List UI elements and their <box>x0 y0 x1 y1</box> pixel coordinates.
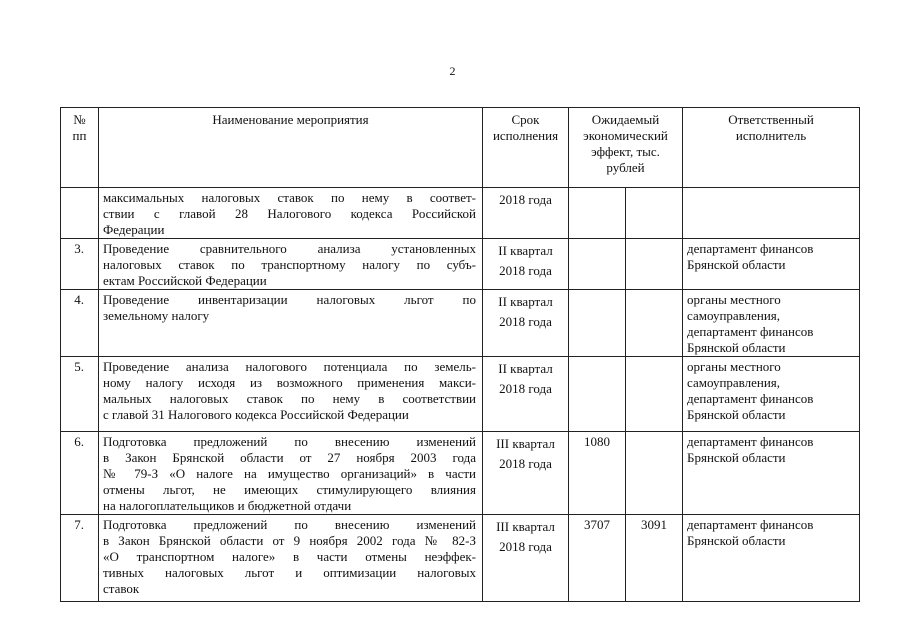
measure-name-line: налоговых ставок по транспортному налогу по субъ- <box>103 257 476 272</box>
measure-name <box>99 290 483 357</box>
measure-name-line: на налогоплательщиков и бюджетной отдачи <box>103 498 352 513</box>
responsible-executor-line: самоуправления, <box>687 375 781 390</box>
responsible-executor <box>683 432 860 515</box>
responsible-executor-line: органы местного <box>687 359 781 374</box>
table-row <box>61 432 860 515</box>
effect-value-1: 1080 <box>569 432 626 515</box>
header-term-line: исполнения <box>492 128 559 143</box>
header-number-line: пп <box>72 128 87 143</box>
table-row <box>61 357 860 432</box>
header-number-line: № <box>73 112 86 127</box>
table-row <box>61 239 860 290</box>
effect-value-1 <box>569 357 626 432</box>
row-number: 7. <box>61 515 99 602</box>
execution-term <box>483 515 569 602</box>
measure-name <box>99 188 483 239</box>
effect-value-2 <box>626 432 683 515</box>
responsible-executor <box>683 357 860 432</box>
execution-term-line: 2018 года <box>499 263 552 278</box>
responsible-executor-line: Брянской области <box>687 407 786 422</box>
measure-name <box>99 357 483 432</box>
execution-term <box>483 239 569 290</box>
header-number <box>61 108 99 188</box>
header-effect <box>569 108 683 188</box>
responsible-executor-line: самоуправления, <box>687 308 781 323</box>
measure-name <box>99 432 483 515</box>
execution-term-line: 2018 года <box>499 456 552 471</box>
header-responsible-line: исполнитель <box>735 128 807 143</box>
table-row <box>61 290 860 357</box>
responsible-executor <box>683 290 860 357</box>
responsible-executor-line: департамент финансов <box>687 434 814 449</box>
header-effect-line: эффект, тыс. <box>591 144 660 159</box>
page-number: 2 <box>449 64 456 78</box>
responsible-executor-line: департамент финансов <box>687 517 814 532</box>
measure-name-line: ектам Российской Федерации <box>103 273 267 288</box>
measure-name-line: ствии с главой 28 Налогового кодекса Российской <box>103 206 476 221</box>
effect-value-1 <box>569 188 626 239</box>
row-number: 3. <box>61 239 99 290</box>
execution-term-line: III квартал <box>496 519 555 534</box>
measure-name-line: ставок <box>103 581 140 596</box>
measure-name-line: максимальных налоговых ставок по нему в соответ- <box>103 190 476 205</box>
effect-value-2: 3091 <box>626 515 683 602</box>
responsible-executor-line: департамент финансов <box>687 324 814 339</box>
responsible-executor-line: Брянской области <box>687 340 786 355</box>
measure-name-line: Подготовка предложений по внесению изменений <box>103 434 476 449</box>
responsible-executor-line: департамент финансов <box>687 391 814 406</box>
measure-name-line: ному налогу исходя из возможного применения макси- <box>103 375 476 390</box>
row-number: 4. <box>61 290 99 357</box>
header-name: Наименование мероприятия <box>99 108 483 188</box>
table-row <box>61 515 860 602</box>
responsible-executor-line: Брянской области <box>687 257 786 272</box>
measure-name-line: отмены льгот, не имеющих стимулирующего влияния <box>103 482 476 497</box>
table-header-row <box>61 108 860 188</box>
execution-term-line: III квартал <box>496 436 555 451</box>
execution-term-line: 2018 года <box>499 192 552 207</box>
measure-name-line: Проведение инвентаризации налоговых льгот по <box>103 292 476 307</box>
effect-value-2 <box>626 357 683 432</box>
effect-value-2 <box>626 188 683 239</box>
measure-name-line: Подготовка предложений по внесению изменений <box>103 517 476 532</box>
row-number: 5. <box>61 357 99 432</box>
table-body <box>61 188 860 602</box>
header-effect-line: экономический <box>583 128 668 143</box>
responsible-executor <box>683 239 860 290</box>
header-effect-line: рублей <box>606 160 645 175</box>
measure-name-line: Федерации <box>103 222 165 237</box>
header-term-line: Срок <box>511 112 540 127</box>
measure-name-line: в Закон Брянской области от 27 ноября 2003 года <box>103 450 476 465</box>
execution-term <box>483 432 569 515</box>
execution-term-line: II квартал <box>498 361 553 376</box>
effect-value-2 <box>626 239 683 290</box>
header-responsible <box>683 108 860 188</box>
measure-name <box>99 515 483 602</box>
effect-value-1 <box>569 239 626 290</box>
header-responsible-line: Ответственный <box>728 112 814 127</box>
responsible-executor-line: департамент финансов <box>687 241 814 256</box>
execution-term-line: 2018 года <box>499 539 552 554</box>
execution-term-line: II квартал <box>498 294 553 309</box>
execution-term <box>483 290 569 357</box>
effect-value-1: 3707 <box>569 515 626 602</box>
execution-term <box>483 357 569 432</box>
measure-name-line: земельному налогу <box>103 308 210 323</box>
execution-term-line: 2018 года <box>499 381 552 396</box>
row-number: 6. <box>61 432 99 515</box>
table-row <box>61 188 860 239</box>
measure-name-line: с главой 31 Налогового кодекса Российской Федерации <box>103 407 409 422</box>
measure-name-line: «О транспортном налоге» в части отмены неэффек- <box>103 549 476 564</box>
responsible-executor-line: органы местного <box>687 292 781 307</box>
responsible-executor-line: Брянской области <box>687 450 786 465</box>
execution-term <box>483 188 569 239</box>
execution-term-line: 2018 года <box>499 314 552 329</box>
measure-name-line: Проведение анализа налогового потенциала по земель- <box>103 359 476 374</box>
header-effect-line: Ожидаемый <box>591 112 660 127</box>
measure-name <box>99 239 483 290</box>
responsible-executor-line: Брянской области <box>687 533 786 548</box>
measure-name-line: № 79-З «О налоге на имущество организаций» в части <box>103 466 476 481</box>
responsible-executor <box>683 188 860 239</box>
row-number <box>61 188 99 239</box>
measure-name-line: мальных налоговых ставок по нему в соответствии <box>103 391 476 406</box>
header-term <box>483 108 569 188</box>
measure-name-line: Проведение сравнительного анализа установленных <box>103 241 476 256</box>
measure-name-line: в Закон Брянской области от 9 ноября 2002 года № 82-З <box>103 533 476 548</box>
measures-table <box>60 107 860 602</box>
effect-value-2 <box>626 290 683 357</box>
effect-value-1 <box>569 290 626 357</box>
execution-term-line: II квартал <box>498 243 553 258</box>
responsible-executor <box>683 515 860 602</box>
measure-name-line: тивных налоговых льгот и оптимизации налоговых <box>103 565 476 580</box>
